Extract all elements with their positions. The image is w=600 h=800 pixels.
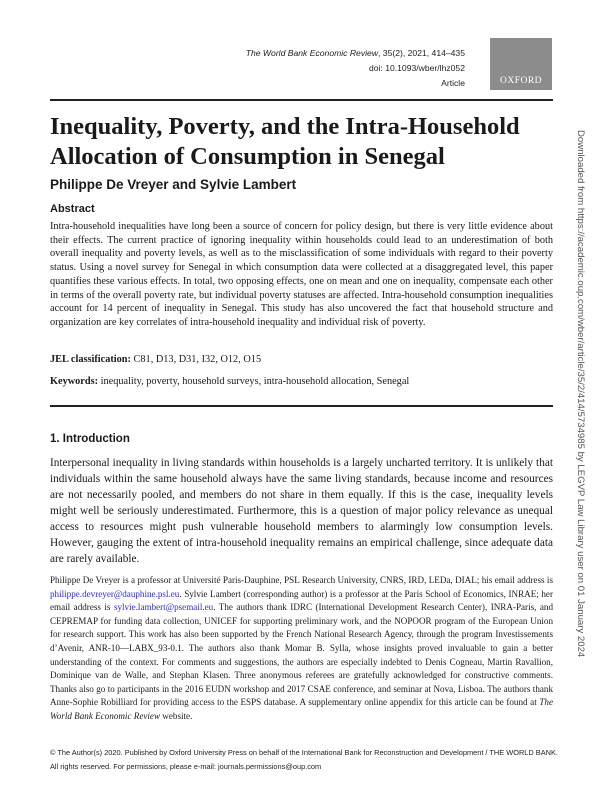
jel-classification [50,354,261,365]
header-divider [50,99,553,101]
footnote-text: website. [160,710,193,721]
copyright [50,746,560,774]
journal-name: The World Bank Economic Review [245,48,379,58]
keywords [50,376,409,387]
footnote-text: Philippe De Vreyer is a professor at Université Paris-Dauphine, PSL Research University, CNRS, IRD, LEDa, DIAL; his email address is [50,575,553,585]
footnote-journal: The World Bank Economic Review [50,697,553,721]
keywords-label: Keywords: [50,376,99,387]
footnote-text: . The authors thank IDRC (International Development Research Center), INRA-Paris, and CEPREMAP for funding data collection, UNICEF for supporting preliminary work, and the NOPOOR program of the European Union for research support. This work has also been supported by the French National Research Agency, through the program Investissements d’Avenir, ANR-10—LABX_93-0.1. The authors also thank Momar B. Sylla, whose insights proved invaluable to gain a better understanding of the context. For comments and suggestions, the authors are especially indebted to Denis Cogneau, Martin Ravallion, Dominique van de Walle, and Stephan Klasen. Three anonymous referees are gratefully acknowledged for constructive comments. Thanks also go to participants in the 2016 EUDN workshop and 2017 CSAE conference, and seminar at Nova, Lisboa. The authors thank Anne-Sophie Robilliard for providing access to the ESPS database. A supplementary online appendix for this article can be found at [50,602,554,708]
permissions-line: All rights reserved. For permissions, please e-mail: journals.permissions@oup.com [50,762,322,771]
jel-value: C81, D13, D31, I32, O12, O15 [130,354,262,365]
paper-title: Inequality, Poverty, and the Intra-Household Allocation of Consumption in Senegal [50,113,520,170]
oxford-logo-text: OXFORD [499,76,543,86]
section-heading-introduction: 1. Introduction [50,433,130,445]
article-type: Article [441,78,465,88]
introduction-text: Interpersonal inequality in living standards within households is a largely uncharted territory. It is unlikely that individuals within the same household always have the same living standards, because income and resources are not necessarily pooled, and members do not share in them equally. If this is the case, inequality levels might well be seriously underestimated. Furthermore, this is a question of major policy relevance as unequal access to resources might push vulnerable household members to alarmingly low consumption levels. However, gauging the extent of intra-household inequality remains an empirical challenge, since adequate data are rarely available. [50,457,553,565]
email-link-lambert[interactable]: sylvie.lambert@psemail.eu [113,602,214,613]
journal-header [246,46,465,91]
abstract-heading: Abstract [50,203,95,215]
keywords-value: inequality, poverty, household surveys, intra-household allocation, Senegal [98,376,410,387]
footnote-text: . Sylvie Lambert (corresponding author) is a professor at the Paris School of Economics, INRAE; her email address is [50,588,553,613]
download-watermark: Downloaded from https://academic.oup.com/wber/article/35/2/414/5734985 by LEGVP Law Library user on 01 January 2024 [575,130,586,658]
jel-label: JEL classification: [50,354,131,365]
doi[interactable]: doi: 10.1093/wber/lhz052 [368,63,465,73]
oxford-logo [490,38,552,90]
author-footnote [50,574,553,724]
authors: Philippe De Vreyer and Sylvie Lambert [50,177,297,192]
abstract-divider [50,405,553,407]
citation: , 35(2), 2021, 414–435 [378,48,465,58]
email-link-devreyer[interactable]: philippe.devreyer@dauphine.psl.eu [50,588,180,599]
abstract-text: Intra-household inequalities have long been a source of concern for policy design, but there is very little evidence about their effects. The current practice of ignoring inequality within households could lead to an underestimation of both overall inequality and poverty levels, as well as to the misclassification of some individuals with regard to their poverty status. Using a novel survey for Senegal in which consumption data were collected at a disaggregated level, this paper quantifies these various effects. In total, two opposing effects, one on mean and one on inequality, compensate each other in terms of the overall poverty rate, but individual poverty statuses are affected. Intra-household consumption inequalities account for 14 percent of inequality in Senegal. This study has also uncovered the fact that household structure and organization are key correlates of intra-household inequality and individual risk of poverty. [50,221,553,328]
copyright-line: © The Author(s) 2020. Published by Oxford University Press on behalf of the International Bank for Reconstruction and Development / THE WORLD BANK. [50,748,558,757]
